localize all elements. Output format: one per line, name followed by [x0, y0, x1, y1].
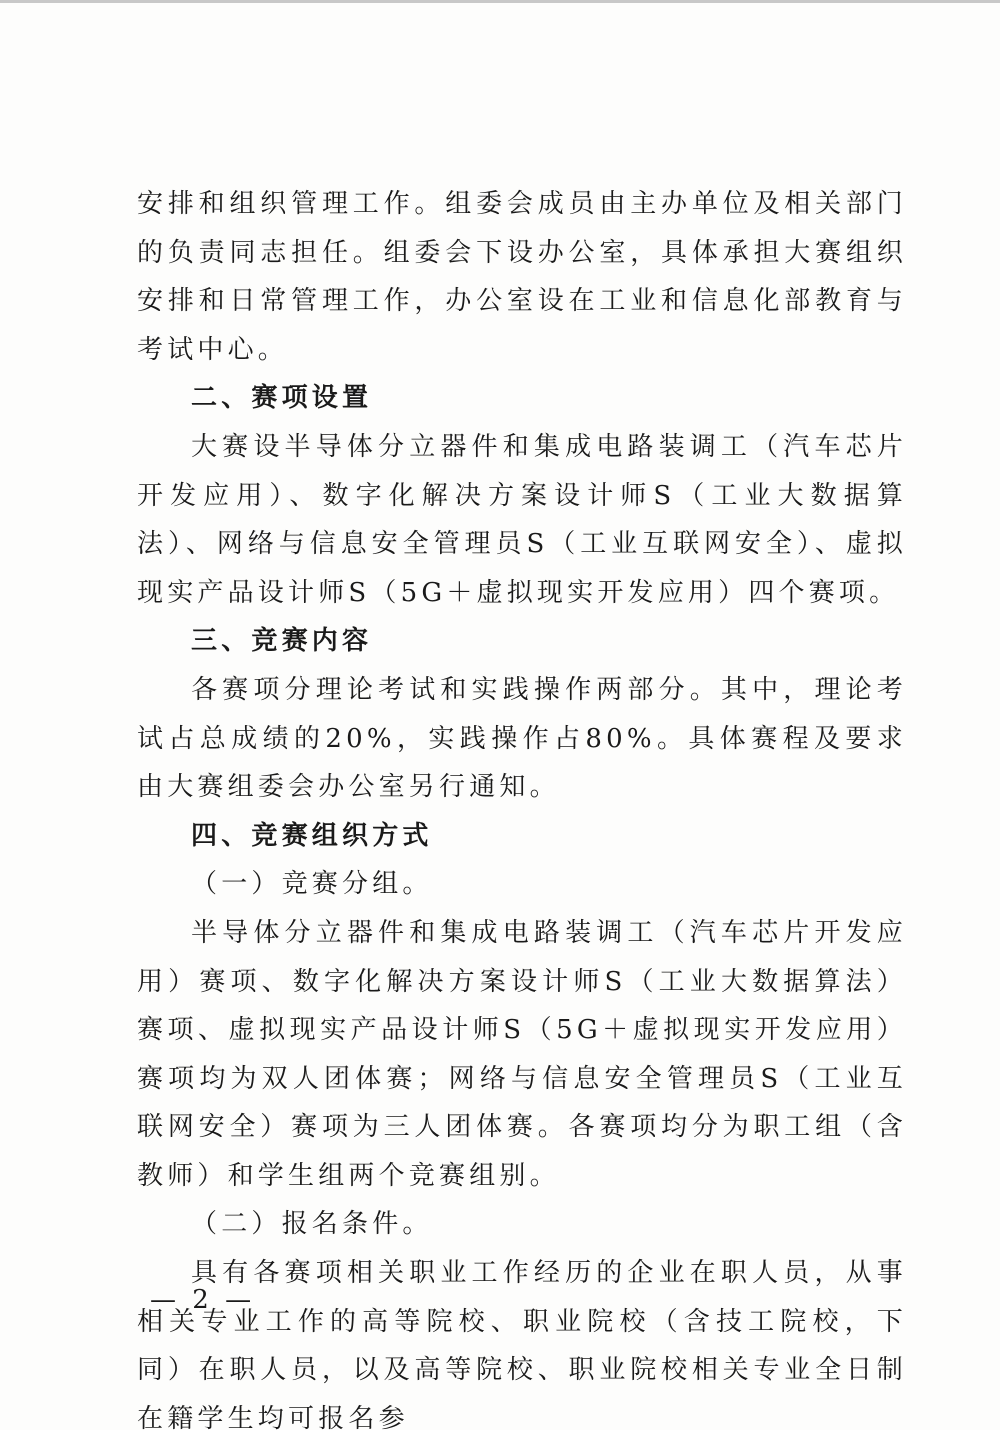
- subheading-competition-groups: （一）竞赛分组。: [191, 869, 433, 900]
- heading-competition-content: 三、竞赛内容: [191, 626, 373, 657]
- paragraph-competition-groups: 半导体分立器件和集成电路装调工（汽车芯片开发应用）赛项、数字化解决方案设计师S（工业大数据算法）赛项、虚拟现实产品设计师S（5G＋虚拟现实开发应用）赛项均为双人团体赛；网络与信息安全管理员S（工业互联网安全）赛项为三人团体赛。各赛项均分为职工组（含教师）和学生组两个竞赛组别。: [137, 917, 907, 1191]
- page-number: — 2 —: [150, 1285, 256, 1315]
- paragraph-competition-content: 各赛项分理论考试和实践操作两部分。其中，理论考试占总成绩的20%，实践操作占80%。具体赛程及要求由大赛组委会办公室另行通知。: [137, 674, 907, 803]
- paragraph-registration-conditions: 具有各赛项相关职业工作经历的企业在职人员，从事相关专业工作的高等院校、职业院校（含技工院校，下同）在职人员，以及高等院校、职业院校相关专业全日制在籍学生均可报名参: [137, 1258, 907, 1434]
- subheading-registration-conditions: （二）报名条件。: [191, 1209, 433, 1240]
- heading-organization-method: 四、竞赛组织方式: [191, 820, 433, 851]
- document-body: [137, 180, 907, 1443]
- page-top-edge: [0, 0, 1000, 3]
- heading-event-settings: 二、赛项设置: [191, 383, 373, 414]
- paragraph-event-settings: 大赛设半导体分立器件和集成电路装调工（汽车芯片开发应用）、数字化解决方案设计师S（工业大数据算法）、网络与信息安全管理员S（工业互联网安全）、虚拟现实产品设计师S（5G＋虚拟现实开发应用）四个赛项。: [137, 431, 907, 608]
- paragraph-organizing-committee: 安排和组织管理工作。组委会成员由主办单位及相关部门的负责同志担任。组委会下设办公室，具体承担大赛组织安排和日常管理工作，办公室设在工业和信息化部教育与考试中心。: [137, 189, 907, 365]
